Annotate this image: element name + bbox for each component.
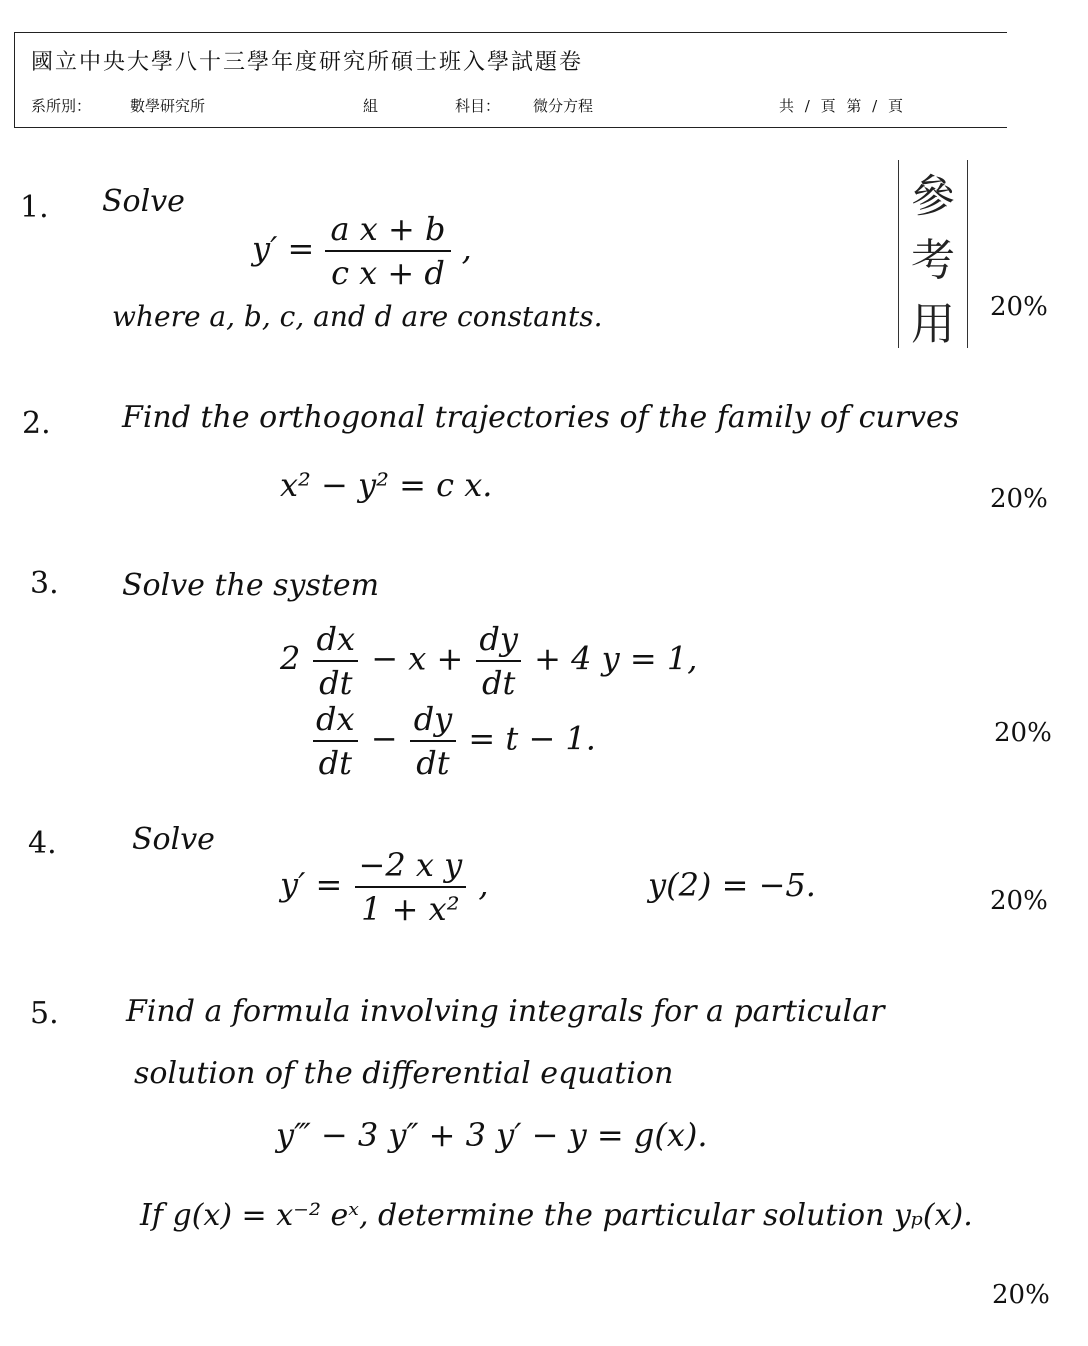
problem-1-score: 20% (990, 292, 1048, 322)
problem-4-fraction (353, 846, 469, 928)
fraction-numerator: a x + b (330, 210, 446, 248)
problem-3-score: 20% (994, 718, 1052, 748)
stamp-char: 用 (911, 299, 955, 350)
fraction-denominator: 1 + x² (355, 886, 465, 928)
problem-5-line-1: Find a formula involving integrals for a particular (126, 994, 885, 1029)
problem-4-comma: , (478, 865, 489, 904)
problem-1-note: where a, b, c, and d are constants. (112, 300, 603, 333)
department-value: 數學研究所 (130, 97, 206, 115)
fraction-numerator: dy (479, 620, 518, 658)
problem-2-score: 20% (990, 484, 1048, 514)
fraction-denominator: c x + d (325, 250, 451, 292)
problem-3-equation-1 (280, 620, 697, 702)
fraction-numerator: dx (316, 700, 355, 738)
problem-4-number: 4. (28, 826, 57, 861)
problem-5-number: 5. (30, 996, 59, 1031)
problem-5-score: 20% (992, 1280, 1050, 1310)
subject-label: 科目： (455, 97, 501, 115)
problem-4-score: 20% (990, 886, 1048, 916)
problem-1-lhs: y′ = (252, 229, 315, 268)
derivative-dy-dt (408, 700, 459, 782)
problem-2-number: 2. (22, 406, 51, 441)
equation-rhs: + 4 y = 1, (534, 639, 698, 678)
problem-1-fraction (325, 210, 452, 292)
department-label: 系所別： (31, 97, 92, 115)
problem-2-text: Find the orthogonal trajectories of the family of curves (122, 400, 960, 435)
problem-1-verb: Solve (102, 184, 185, 219)
fraction-denominator: dt (313, 740, 358, 782)
equation-rhs: = t − 1. (468, 719, 596, 758)
derivative-dx-dt (310, 700, 361, 782)
fraction-denominator: dt (476, 660, 521, 702)
problem-4-condition: y(2) = −5. (648, 866, 816, 904)
problem-5-line-3: If g(x) = x⁻² eˣ, determine the particular solution yₚ(x). (140, 1198, 973, 1233)
fraction-denominator: dt (410, 740, 455, 782)
subject-value: 微分方程 (533, 97, 594, 115)
fraction-denominator: dt (313, 660, 358, 702)
problem-3-text: Solve the system (122, 568, 380, 603)
derivative-dx-dt (311, 620, 362, 702)
problem-1-number: 1. (20, 190, 49, 225)
fraction-numerator: dy (413, 700, 453, 738)
exam-header (14, 32, 1007, 128)
fraction-numerator: −2 x y (358, 846, 463, 884)
problem-4-equation (280, 846, 488, 928)
stamp-char: 參 (911, 171, 955, 222)
derivative-dy-dt (473, 620, 524, 702)
problem-3-number: 3. (30, 566, 59, 601)
stamp-char: 考 (911, 235, 955, 286)
exam-title: 國立中央大學八十三學年度研究所碩士班入學試題卷 (31, 50, 584, 75)
coefficient: 2 (280, 639, 301, 678)
page-count: 共 / 頁 第 / 頁 (779, 97, 903, 115)
problem-1-equation (252, 210, 472, 292)
group-label: 組 (363, 97, 379, 115)
problem-5-line-2: solution of the differential equation (134, 1056, 674, 1091)
problem-5-equation: y‴ − 3 y″ + 3 y′ − y = g(x). (276, 1116, 708, 1154)
problem-2-equation: x² − y² = c x. (280, 466, 493, 504)
reference-stamp (898, 160, 968, 348)
problem-1-comma: , (461, 229, 472, 268)
problem-4-lhs: y′ = (280, 865, 343, 904)
fraction-numerator: dx (316, 620, 356, 658)
equation-middle: − (370, 719, 398, 758)
problem-4-verb: Solve (132, 822, 215, 857)
problem-3-equation-2 (310, 700, 596, 782)
equation-middle: − x + (371, 639, 464, 678)
